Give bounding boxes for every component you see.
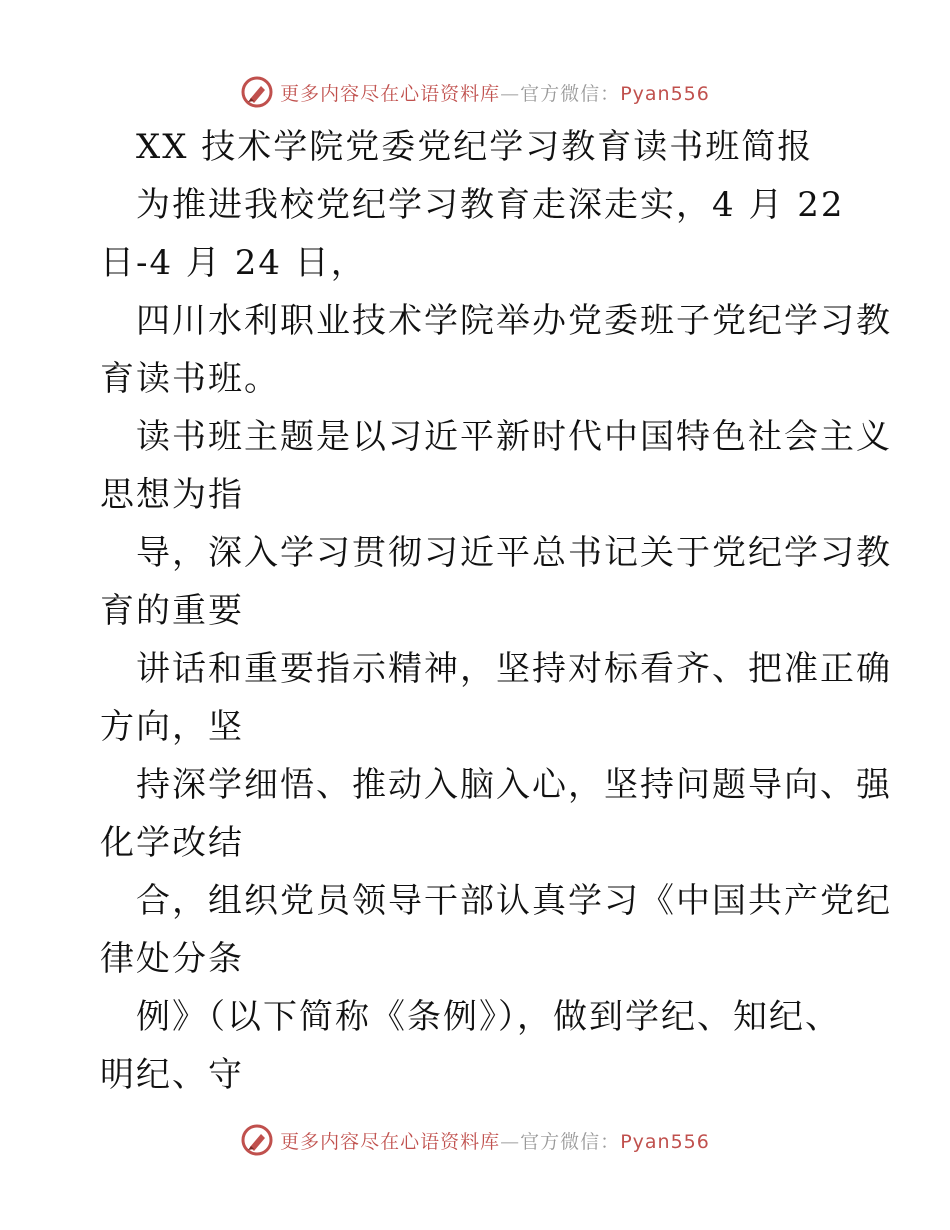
paragraph-line: 为推进我校党纪学习教育走深走实，4 月 22 [136,185,845,225]
watermark-brand: 更多内容尽在心语资料库 [280,1130,501,1153]
paragraph-line: 律处分条 [100,939,244,979]
paragraph-line: 明纪、守 [100,1055,244,1095]
watermark-banner-bottom [0,1120,950,1160]
paragraph-line: 四川水利职业技术学院举办党委班子党纪学习教 [136,301,892,341]
pen-nib-circle-icon [240,75,274,109]
paragraph-line: 持深学细悟、推动入脑入心，坚持问题导向、强 [136,765,892,805]
watermark-separator: — [500,82,521,105]
watermark-label: 官方微信： [520,82,621,105]
watermark-brand: 更多内容尽在心语资料库 [280,82,501,105]
paragraph-line: 育的重要 [100,591,244,631]
watermark-text [280,1127,710,1154]
watermark-text [280,79,710,106]
pen-nib-circle-icon [240,1123,274,1157]
watermark-banner-top [0,72,950,112]
watermark-wechat-id: Pyan556 [620,82,710,105]
paragraph-line: 合，组织党员领导干部认真学习《中国共产党纪 [136,881,892,921]
paragraph-line: 例》（以下简称《条例》），做到学纪、知纪、 [136,997,841,1037]
paragraph-line: 日-4 月 24 日， [100,243,367,283]
document-title: XX 技术学院党委党纪学习教育读书班简报 [136,127,814,167]
paragraph-line: 化学改结 [100,823,244,863]
paragraph-line: 思想为指 [100,475,244,515]
paragraph-line: 方向，坚 [100,707,244,747]
paragraph-line: 讲话和重要指示精神，坚持对标看齐、把准正确 [136,649,892,689]
paragraph-line: 读书班主题是以习近平新时代中国特色社会主义 [136,417,892,457]
watermark-label: 官方微信： [520,1130,621,1153]
paragraph-line: 育读书班。 [100,359,280,399]
watermark-separator: — [500,1130,521,1153]
watermark-wechat-id: Pyan556 [620,1130,710,1153]
document-body [100,118,892,1104]
paragraph-line: 导，深入学习贯彻习近平总书记关于党纪学习教 [136,533,892,573]
